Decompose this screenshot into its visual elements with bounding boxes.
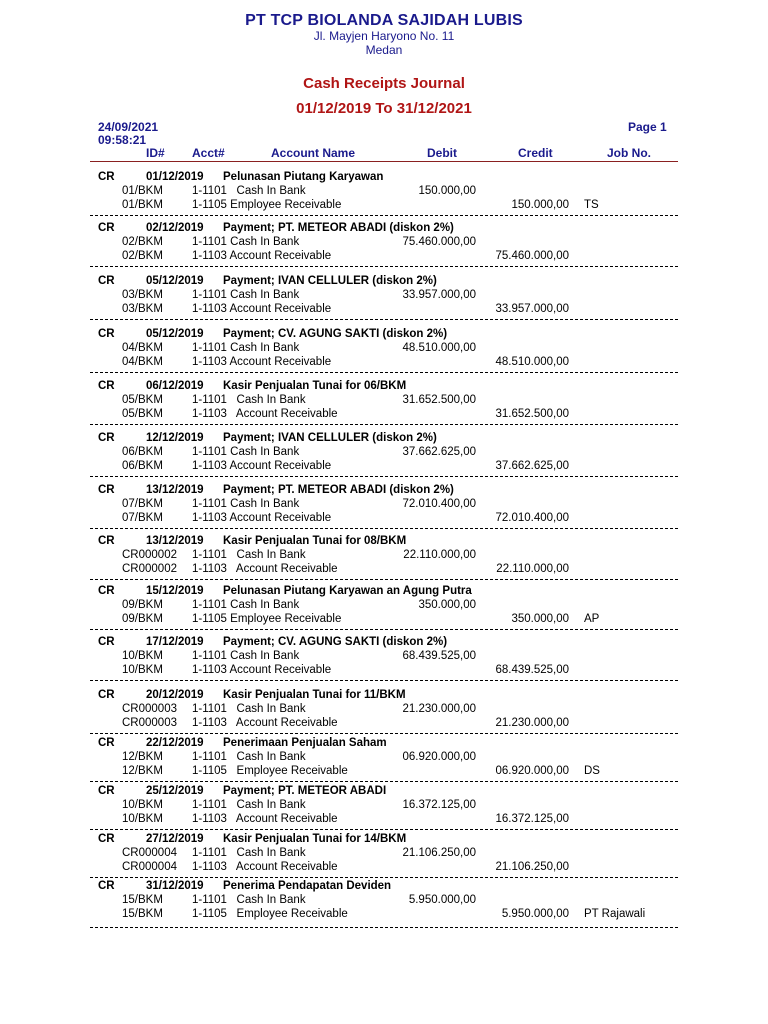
credit-line-id: 07/BKM (122, 512, 163, 524)
entry-description: Pelunasan Piutang Karyawan an Agung Putra (223, 585, 472, 597)
debit-amount: 21.230.000,00 (402, 703, 476, 715)
debit-line-account: 1-1101 Cash In Bank (192, 799, 306, 811)
debit-line-id: 02/BKM (122, 236, 163, 248)
debit-line-account: 1-1101 Cash In Bank (192, 703, 306, 715)
credit-amount: 16.372.125,00 (495, 813, 569, 825)
credit-amount: 75.460.000,00 (495, 250, 569, 262)
entry-description: Kasir Penjualan Tunai for 06/BKM (223, 380, 407, 392)
entry-separator (90, 927, 678, 928)
company-city: Medan (365, 43, 403, 57)
journal-entry (0, 222, 768, 274)
entry-date: 12/12/2019 (146, 432, 204, 444)
credit-line-account: 1-1103 Account Receivable (192, 813, 338, 825)
debit-line-id: 04/BKM (122, 342, 163, 354)
entry-description: Pelunasan Piutang Karyawan (223, 171, 384, 183)
credit-line-account: 1-1103 Account Receivable (192, 512, 332, 524)
entry-description: Payment; PT. METEOR ABADI (diskon 2%) (223, 222, 454, 234)
credit-line-id: 05/BKM (122, 408, 163, 420)
entry-separator (90, 579, 678, 580)
column-header-acct: Acct# (192, 146, 225, 160)
credit-line-id: CR000003 (122, 717, 177, 729)
debit-line-id: CR000004 (122, 847, 177, 859)
credit-line-id: CR000004 (122, 861, 177, 873)
entry-date: 27/12/2019 (146, 833, 204, 845)
credit-line-id: CR000002 (122, 563, 177, 575)
job-number: AP (584, 613, 600, 625)
debit-line-account: 1-1101 Cash In Bank (192, 289, 300, 301)
debit-amount: 33.957.000,00 (402, 289, 476, 301)
debit-line-account: 1-1101 Cash In Bank (192, 236, 300, 248)
credit-line-account: 1-1105 Employee Receivable (192, 765, 348, 777)
journal-entry (0, 689, 768, 741)
company-address: Jl. Mayjen Haryono No. 11 (313, 29, 455, 43)
column-header-credit: Credit (518, 146, 553, 160)
print-date: 24/09/2021 (98, 120, 159, 134)
entry-date: 06/12/2019 (146, 380, 204, 392)
journal-entry (0, 432, 768, 484)
credit-line-id: 15/BKM (122, 908, 163, 920)
company-name: PT TCP BIOLANDA SAJIDAH LUBIS (245, 12, 523, 29)
entry-description: Payment; PT. METEOR ABADI (diskon 2%) (223, 484, 454, 496)
report-title: Cash Receipts Journal (303, 75, 465, 92)
debit-line-id: 10/BKM (122, 650, 163, 662)
debit-amount: 16.372.125,00 (402, 799, 476, 811)
credit-amount: 48.510.000,00 (495, 356, 569, 368)
credit-amount: 22.110.000,00 (496, 563, 569, 575)
debit-line-id: 03/BKM (122, 289, 163, 301)
credit-line-id: 12/BKM (122, 765, 163, 777)
debit-line-account: 1-1101 Cash In Bank (192, 549, 306, 561)
credit-amount: 68.439.525,00 (495, 664, 569, 676)
entry-description: Penerima Pendapatan Deviden (223, 880, 392, 892)
entry-separator (90, 877, 678, 878)
debit-amount: 31.652.500,00 (402, 394, 476, 406)
credit-line-account: 1-1103 Account Receivable (192, 408, 338, 420)
debit-amount: 75.460.000,00 (402, 236, 476, 248)
debit-line-account: 1-1101 Cash In Bank (192, 599, 300, 611)
journal-entry (0, 484, 768, 536)
journal-entry (0, 171, 768, 223)
entry-date: 25/12/2019 (146, 785, 204, 797)
entry-description: Kasir Penjualan Tunai for 14/BKM (223, 833, 407, 845)
job-number: PT Rajawali (584, 908, 646, 920)
debit-line-id: 01/BKM (122, 185, 163, 197)
entry-date: 17/12/2019 (146, 636, 204, 648)
journal-entry (0, 585, 768, 637)
entry-date: 15/12/2019 (146, 585, 204, 597)
debit-line-id: 09/BKM (122, 599, 163, 611)
credit-amount: 21.106.250,00 (495, 861, 569, 873)
entry-date: 13/12/2019 (146, 535, 204, 547)
header-divider (90, 161, 678, 162)
entry-type: CR (98, 833, 115, 845)
debit-amount: 150.000,00 (418, 185, 476, 197)
debit-amount: 68.439.525,00 (402, 650, 476, 662)
entry-type: CR (98, 880, 115, 892)
debit-line-id: 12/BKM (122, 751, 163, 763)
entry-type: CR (98, 328, 115, 340)
credit-line-account: 1-1103 Account Receivable (192, 303, 332, 315)
entry-separator (90, 476, 678, 477)
credit-line-account: 1-1103 Account Receivable (192, 356, 332, 368)
job-number: TS (584, 199, 599, 211)
entry-description: Payment; IVAN CELLULER (diskon 2%) (223, 432, 437, 444)
credit-amount: 72.010.400,00 (495, 512, 569, 524)
credit-amount: 21.230.000,00 (495, 717, 569, 729)
journal-entry (0, 737, 768, 789)
debit-amount: 06.920.000,00 (402, 751, 476, 763)
entry-separator (90, 680, 678, 681)
entry-type: CR (98, 432, 115, 444)
entry-type: CR (98, 785, 115, 797)
entry-type: CR (98, 171, 115, 183)
entry-description: Kasir Penjualan Tunai for 11/BKM (223, 689, 406, 701)
credit-line-id: 03/BKM (122, 303, 163, 315)
entry-type: CR (98, 380, 115, 392)
debit-line-account: 1-1101 Cash In Bank (192, 847, 306, 859)
entry-description: Payment; PT. METEOR ABADI (223, 785, 387, 797)
entry-date: 01/12/2019 (146, 171, 204, 183)
entry-type: CR (98, 484, 115, 496)
entry-separator (90, 215, 678, 216)
debit-amount: 72.010.400,00 (402, 498, 476, 510)
debit-line-id: CR000002 (122, 549, 177, 561)
debit-line-account: 1-1101 Cash In Bank (192, 751, 306, 763)
print-time: 09:58:21 (98, 133, 147, 147)
entry-separator (90, 319, 678, 320)
entry-separator (90, 629, 678, 630)
journal-entry (0, 833, 768, 885)
entry-description: Penerimaan Penjualan Saham (223, 737, 387, 749)
credit-line-account: 1-1103 Account Receivable (192, 460, 332, 472)
debit-amount: 22.110.000,00 (403, 549, 476, 561)
debit-line-account: 1-1101 Cash In Bank (192, 394, 306, 406)
credit-line-id: 06/BKM (122, 460, 163, 472)
debit-amount: 5.950.000,00 (408, 894, 476, 906)
credit-line-account: 1-1105 Employee Receivable (192, 908, 348, 920)
journal-entry (0, 636, 768, 688)
entry-separator (90, 829, 678, 830)
debit-line-account: 1-1101 Cash In Bank (192, 498, 300, 510)
debit-amount: 48.510.000,00 (402, 342, 476, 354)
debit-line-account: 1-1101 Cash In Bank (192, 342, 300, 354)
entry-date: 31/12/2019 (146, 880, 204, 892)
debit-line-id: 15/BKM (122, 894, 163, 906)
credit-line-account: 1-1105 Employee Receivable (192, 199, 342, 211)
debit-line-account: 1-1101 Cash In Bank (192, 446, 300, 458)
entry-description: Kasir Penjualan Tunai for 08/BKM (223, 535, 407, 547)
debit-line-id: 06/BKM (122, 446, 163, 458)
job-number: DS (584, 765, 600, 777)
column-header-debit: Debit (427, 146, 457, 160)
credit-line-account: 1-1103 Account Receivable (192, 250, 332, 262)
entry-type: CR (98, 535, 115, 547)
entry-separator (90, 733, 678, 734)
entry-separator (90, 266, 678, 267)
debit-line-account: 1-1101 Cash In Bank (192, 894, 306, 906)
entry-separator (90, 528, 678, 529)
debit-line-account: 1-1101 Cash In Bank (192, 650, 300, 662)
journal-entry (0, 785, 768, 837)
entry-type: CR (98, 636, 115, 648)
journal-entry (0, 880, 768, 932)
credit-amount: 5.950.000,00 (501, 908, 569, 920)
credit-line-account: 1-1105 Employee Receivable (192, 613, 342, 625)
credit-line-account: 1-1103 Account Receivable (192, 664, 332, 676)
debit-line-id: 10/BKM (122, 799, 163, 811)
column-header-job: Job No. (607, 146, 651, 160)
credit-line-id: 10/BKM (122, 813, 163, 825)
journal-entry (0, 328, 768, 380)
credit-amount: 350.000,00 (511, 613, 569, 625)
debit-line-id: CR000003 (122, 703, 177, 715)
entry-type: CR (98, 222, 115, 234)
entry-separator (90, 424, 678, 425)
credit-line-account: 1-1103 Account Receivable (192, 563, 338, 575)
debit-amount: 350.000,00 (418, 599, 476, 611)
debit-amount: 21.106.250,00 (402, 847, 476, 859)
credit-amount: 33.957.000,00 (495, 303, 569, 315)
entry-description: Payment; IVAN CELLULER (diskon 2%) (223, 275, 437, 287)
credit-line-id: 04/BKM (122, 356, 163, 368)
credit-line-id: 02/BKM (122, 250, 163, 262)
credit-line-id: 09/BKM (122, 613, 163, 625)
credit-line-id: 01/BKM (122, 199, 163, 211)
page-number: Page 1 (628, 120, 667, 134)
credit-amount: 37.662.625,00 (495, 460, 569, 472)
entry-description: Payment; CV. AGUNG SAKTI (diskon 2%) (223, 328, 448, 340)
credit-amount: 06.920.000,00 (495, 765, 569, 777)
credit-amount: 31.652.500,00 (495, 408, 569, 420)
journal-entry (0, 275, 768, 327)
debit-line-account: 1-1101 Cash In Bank (192, 185, 306, 197)
entry-date: 22/12/2019 (146, 737, 204, 749)
credit-line-account: 1-1103 Account Receivable (192, 717, 338, 729)
entry-description: Payment; CV. AGUNG SAKTI (diskon 2%) (223, 636, 448, 648)
entry-separator (90, 372, 678, 373)
report-period: 01/12/2019 To 31/12/2021 (296, 100, 472, 117)
debit-line-id: 05/BKM (122, 394, 163, 406)
credit-line-id: 10/BKM (122, 664, 163, 676)
entry-separator (90, 781, 678, 782)
entry-date: 05/12/2019 (146, 328, 204, 340)
entry-date: 02/12/2019 (146, 222, 204, 234)
credit-amount: 150.000,00 (511, 199, 569, 211)
journal-entry (0, 535, 768, 587)
entry-type: CR (98, 585, 115, 597)
entry-type: CR (98, 689, 115, 701)
debit-amount: 37.662.625,00 (402, 446, 476, 458)
debit-line-id: 07/BKM (122, 498, 163, 510)
column-header-id: ID# (146, 146, 165, 160)
journal-entry (0, 380, 768, 432)
entry-date: 13/12/2019 (146, 484, 204, 496)
credit-line-account: 1-1103 Account Receivable (192, 861, 338, 873)
column-header-account-name: Account Name (271, 146, 356, 160)
entry-date: 05/12/2019 (146, 275, 204, 287)
entry-date: 20/12/2019 (146, 689, 204, 701)
entry-type: CR (98, 275, 115, 287)
entry-type: CR (98, 737, 115, 749)
